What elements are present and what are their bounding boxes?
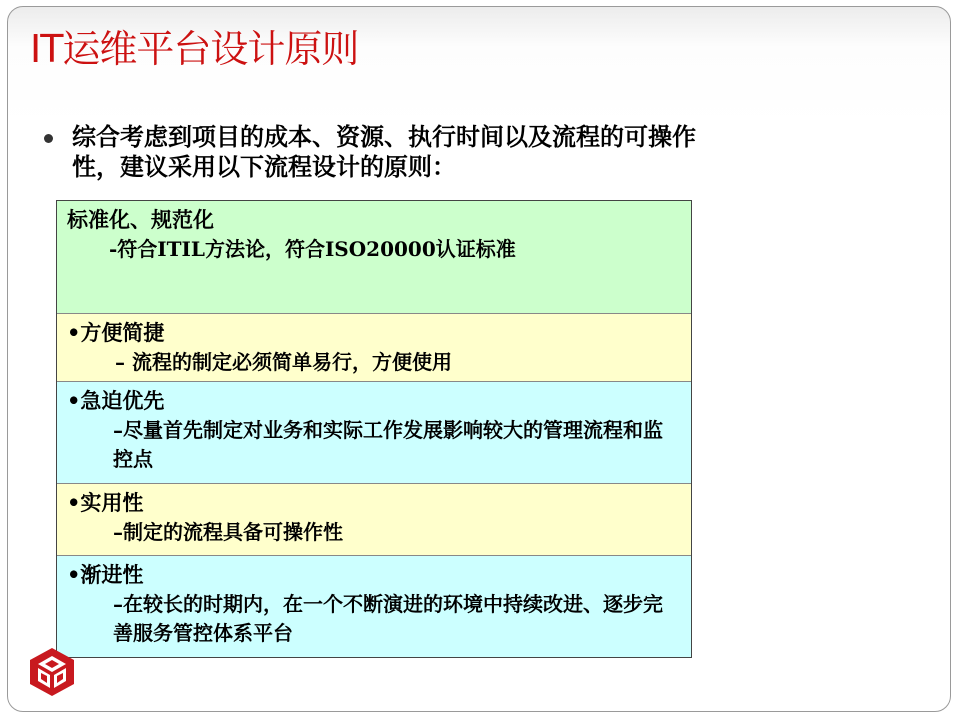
principle-urgency-first xyxy=(57,381,691,483)
principle-detail: –在较长的时期内，在一个不断演进的环境中持续改进、逐步完善服务管控体系平台 xyxy=(113,592,663,645)
principle-heading: 标准化、规范化 xyxy=(67,207,214,232)
principle-heading: •方便简捷 xyxy=(67,320,165,345)
principle-heading: •急迫优先 xyxy=(67,388,165,413)
principle-heading: •渐进性 xyxy=(67,562,144,587)
principle-progressive xyxy=(57,555,691,657)
bullet-dot-icon xyxy=(44,134,53,143)
intro-bullet xyxy=(44,122,704,182)
principles-table xyxy=(56,200,692,658)
intro-text: 综合考虑到项目的成本、资源、执行时间以及流程的可操作性，建议采用以下流程设计的原则： xyxy=(72,122,696,181)
principle-practicality xyxy=(57,483,691,555)
principle-detail: -符合ITIL方法论，符合ISO20000认证标准 xyxy=(109,237,516,261)
principle-detail: –制定的流程具备可操作性 xyxy=(113,520,343,544)
principle-convenience xyxy=(57,313,691,381)
principle-detail: –尽量首先制定对业务和实际工作发展影响较大的管理流程和监控点 xyxy=(113,418,663,471)
principle-detail: – 流程的制定必须简单易行，方便使用 xyxy=(115,350,452,374)
slide-title: IT运维平台设计原则 xyxy=(30,27,359,71)
cube-logo-icon xyxy=(26,646,78,698)
principle-heading: •实用性 xyxy=(67,490,144,515)
principle-standardization xyxy=(57,201,691,313)
